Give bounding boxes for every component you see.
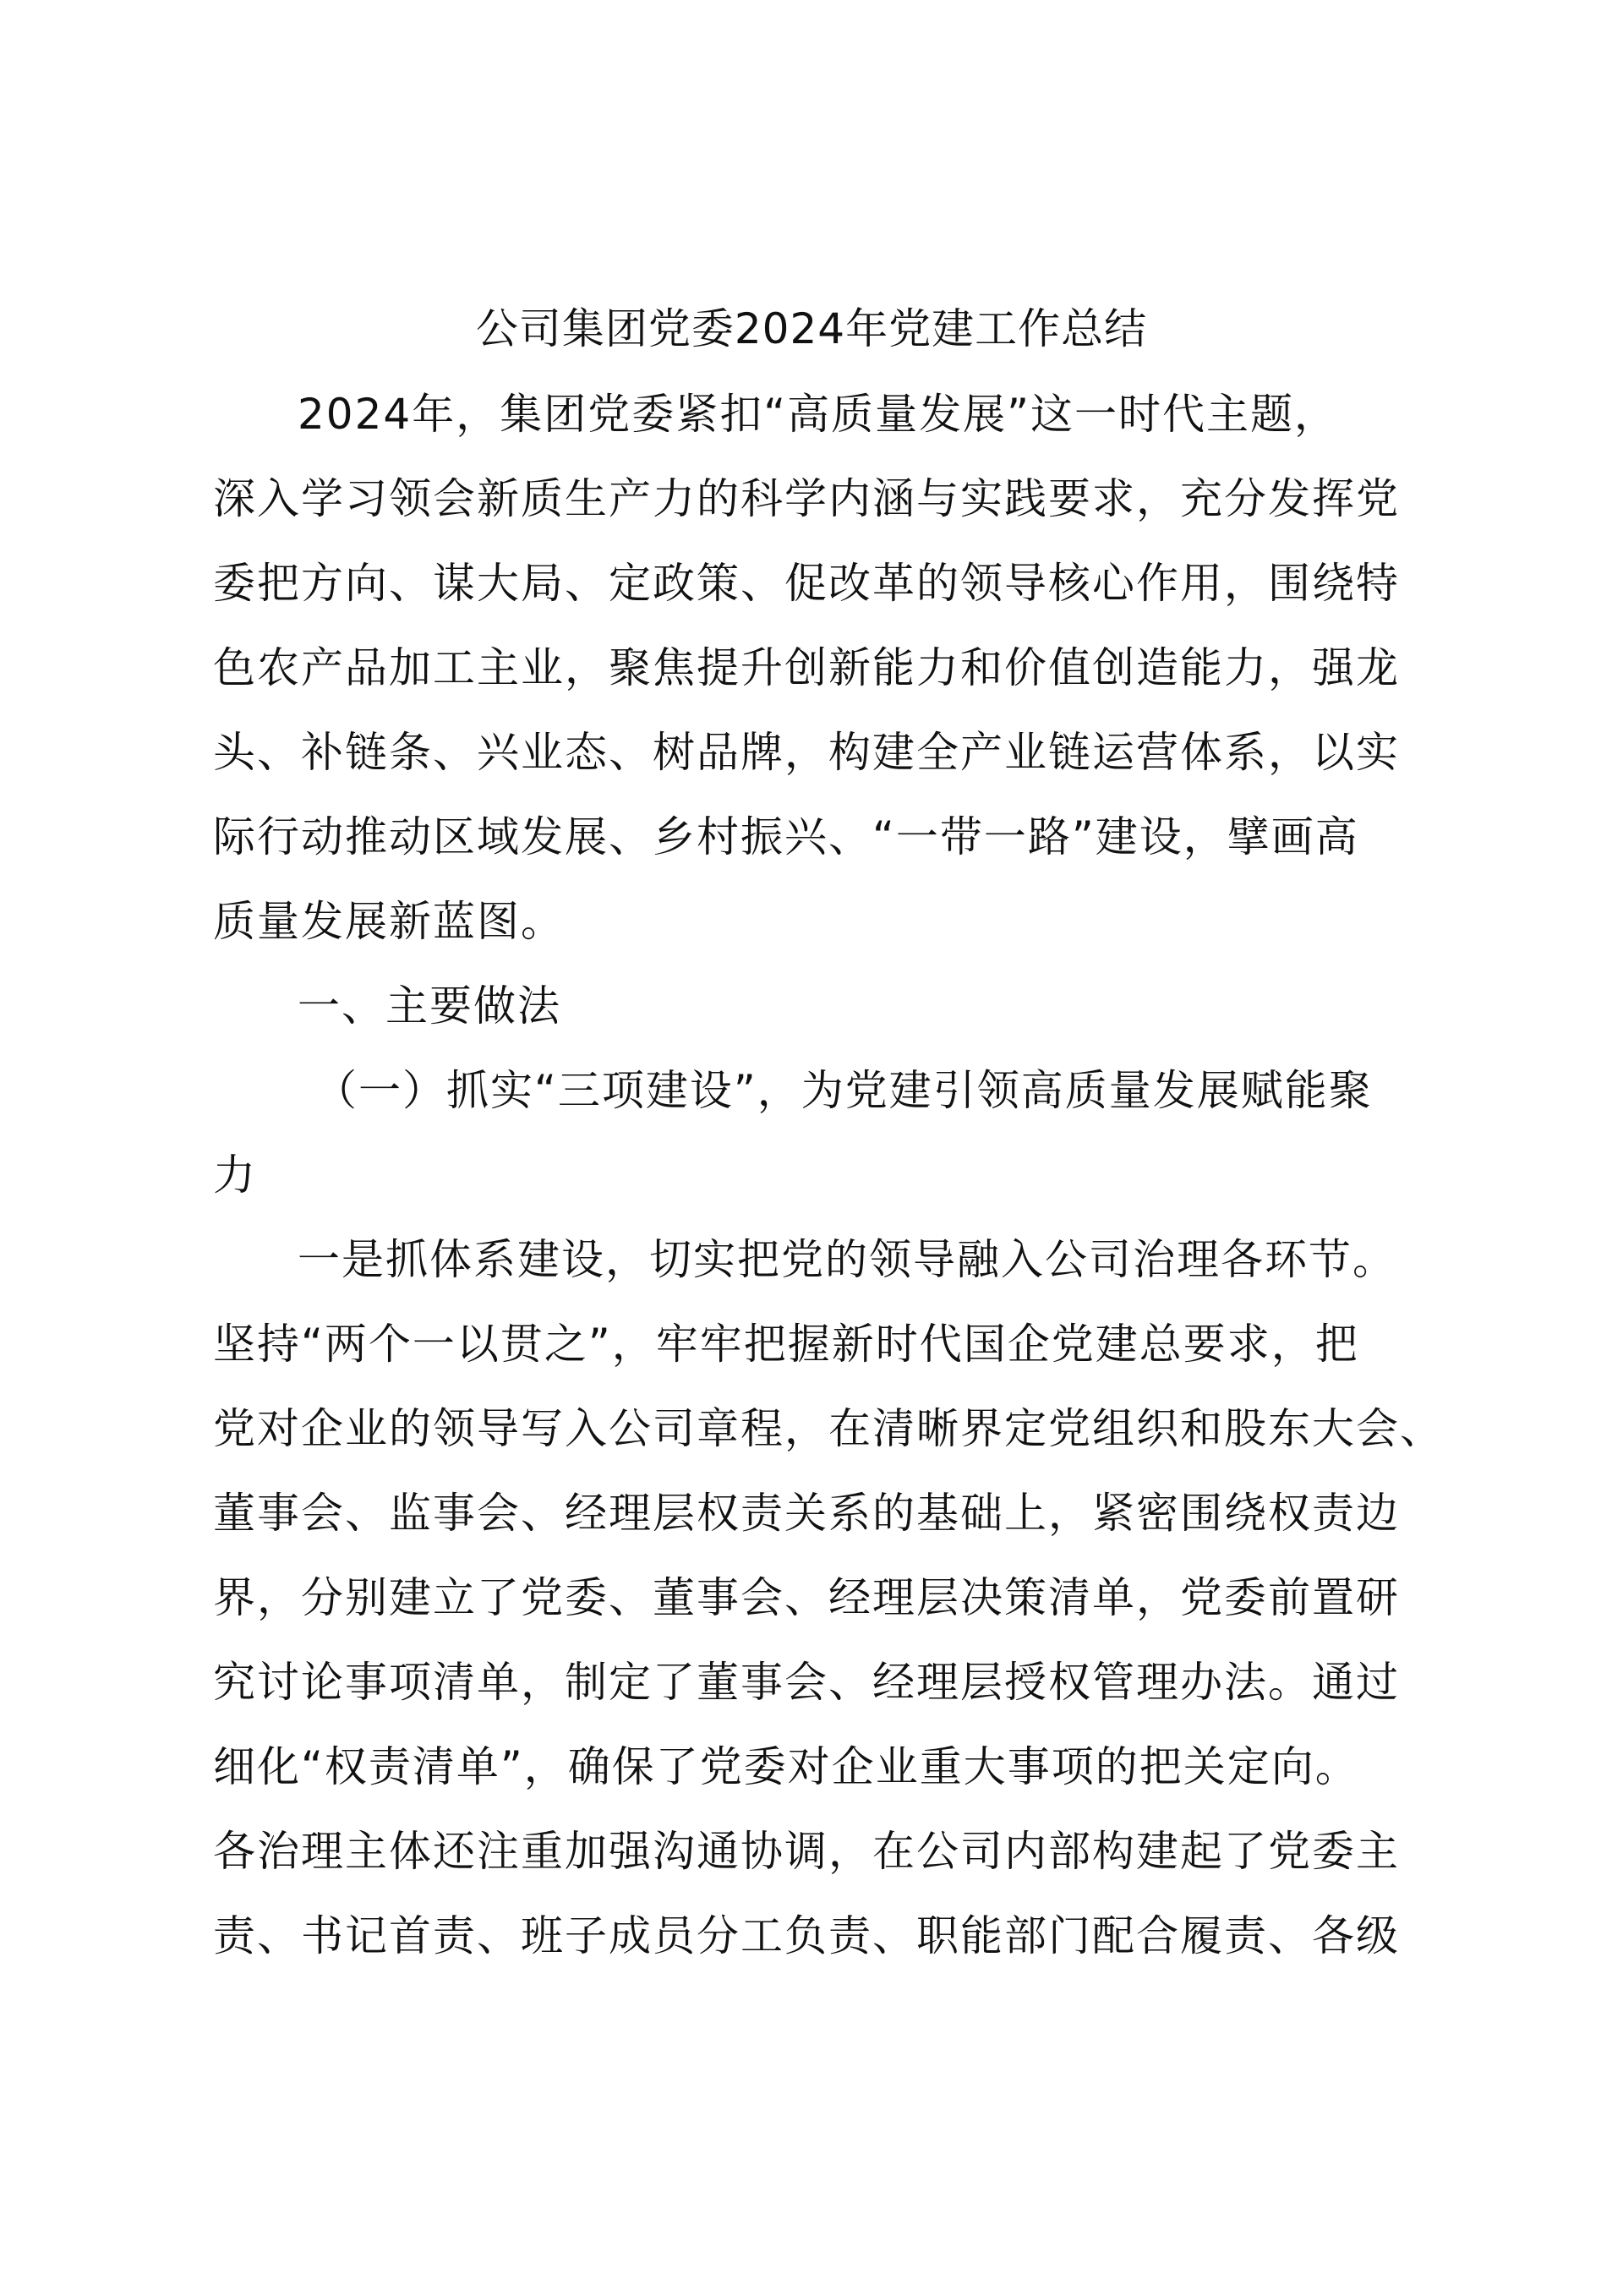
subsection-heading-continued: 力 xyxy=(213,1151,257,1200)
subsection-heading: （一）抓实“三项建设”，为党建引领高质量发展赋能聚 xyxy=(314,1066,1373,1115)
document-title: 公司集团党委2024年党建工作总结 xyxy=(475,304,1148,353)
paragraph-line: 2024年，集团党委紧扣“高质量发展”这一时代主题， xyxy=(298,390,1339,439)
paragraph-line: 各治理主体还注重加强沟通协调，在公司内部构建起了党委主 xyxy=(213,1827,1400,1876)
section-heading: 一、主要做法 xyxy=(298,981,561,1030)
paragraph-line: 董事会、监事会、经理层权责关系的基础上，紧密围绕权责边 xyxy=(213,1489,1400,1538)
paragraph-line: 色农产品加工主业，聚焦提升创新能力和价值创造能力，强龙 xyxy=(213,643,1400,692)
paragraph-line: 一是抓体系建设，切实把党的领导融入公司治理各环节。 xyxy=(298,1235,1396,1284)
paragraph-line: 深入学习领会新质生产力的科学内涵与实践要求，充分发挥党 xyxy=(213,474,1400,523)
paragraph-line: 细化“权责清单”，确保了党委对企业重大事项的把关定向。 xyxy=(213,1742,1359,1791)
paragraph-line: 党对企业的领导写入公司章程，在清晰界定党组织和股东大会、 xyxy=(213,1404,1444,1453)
paragraph-line: 坚持“两个一以贯之”，牢牢把握新时代国企党建总要求，把 xyxy=(213,1320,1359,1369)
paragraph-line: 际行动推动区域发展、乡村振兴、“一带一路”建设，擘画高 xyxy=(213,812,1359,861)
paragraph-line: 委把方向、谋大局、定政策、促改革的领导核心作用，围绕特 xyxy=(213,559,1400,608)
paragraph-line: 头、补链条、兴业态、树品牌，构建全产业链运营体系，以实 xyxy=(213,728,1400,777)
paragraph-line: 质量发展新蓝图。 xyxy=(213,897,565,946)
paragraph-line: 界，分别建立了党委、董事会、经理层决策清单，党委前置研 xyxy=(213,1573,1400,1622)
paragraph-line: 究讨论事项清单，制定了董事会、经理层授权管理办法。通过 xyxy=(213,1658,1400,1707)
paragraph-line: 责、书记首责、班子成员分工负责、职能部门配合履责、各级 xyxy=(213,1911,1400,1960)
